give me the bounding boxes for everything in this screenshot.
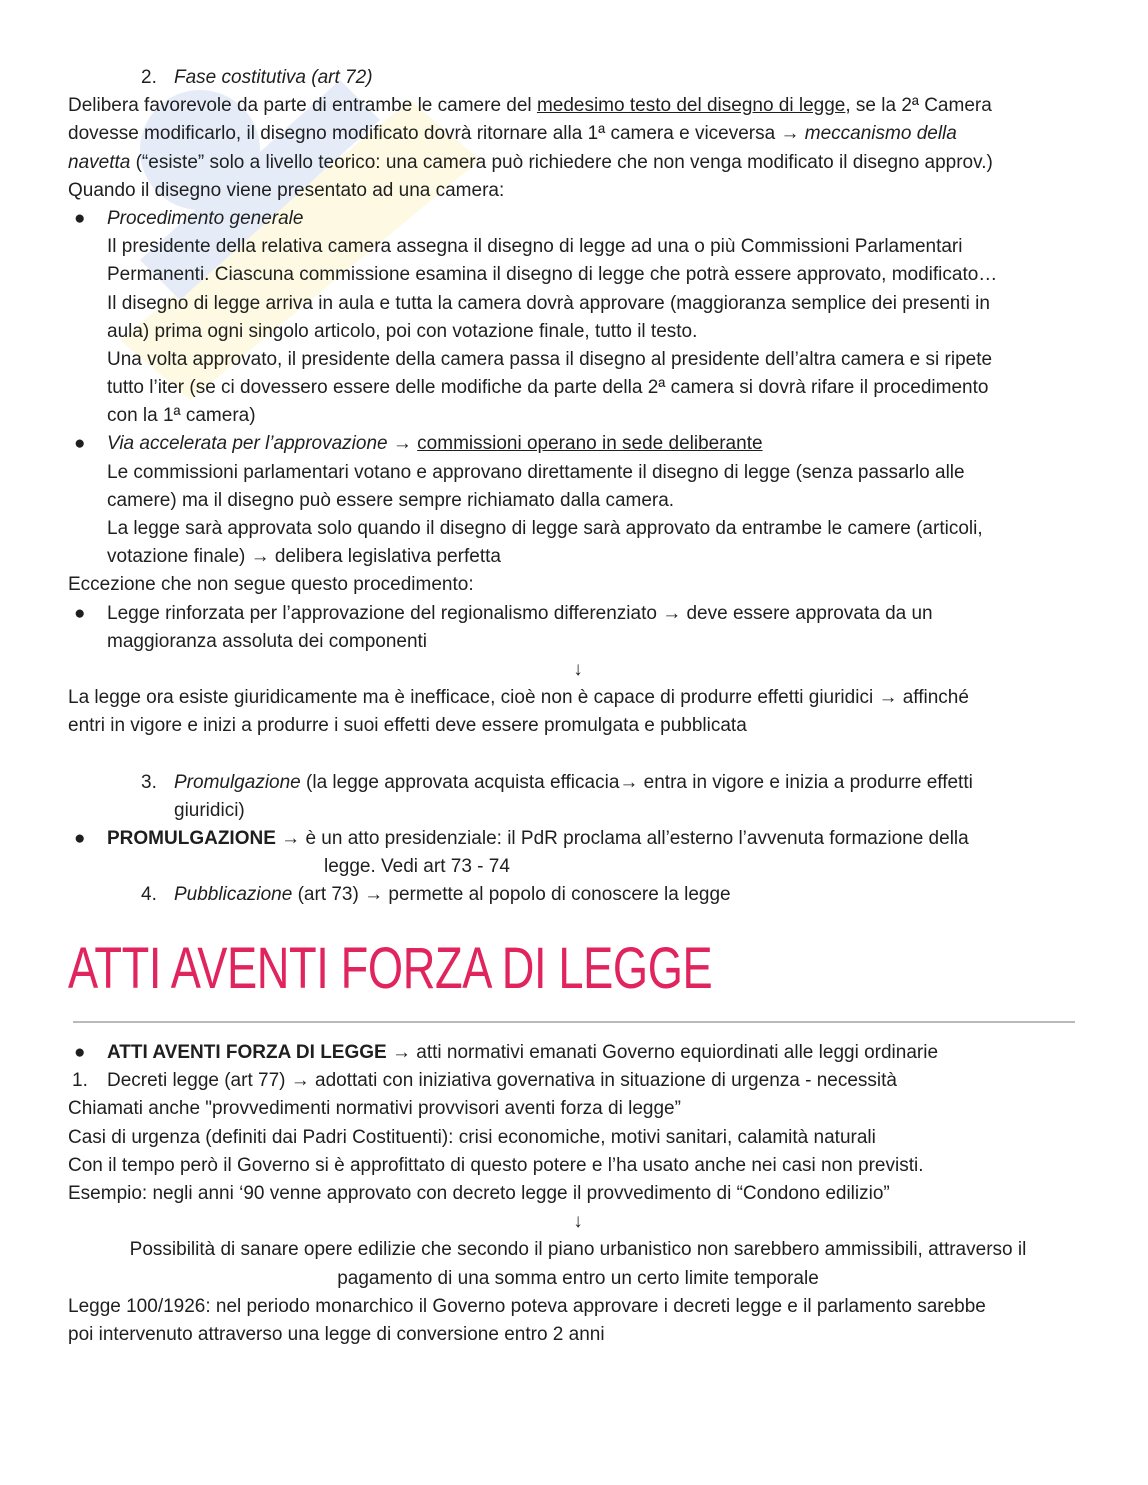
list-number: 3. — [141, 771, 157, 793]
bullet-atti-aventi-forza: ● ATTI AVENTI FORZA DI LEGGE → atti normativi emanati Governo equiordinati alle leggi ordinarie — [68, 1039, 1088, 1067]
numbered-item-decreti: 1. Decreti legge (art 77) → adottati con iniziativa governativa in situazione di urgenza - necessità — [68, 1067, 1088, 1095]
paragraph-line: Esempio: negli anni ‘90 venne approvato con decreto legge il provvedimento di “Condono edilizio” — [68, 1182, 890, 1204]
centered-line: Possibilità di sanare opere edilizie che secondo il piano urbanistico non sarebbero ammissibili, attraverso il — [129, 1239, 1027, 1261]
heading-text: Fase costitutiva (art 72) — [174, 67, 373, 88]
section-atti — [68, 1039, 1088, 1349]
spacer — [68, 741, 1088, 769]
bullet-body-line: votazione finale) → delibera legislativa perfetta — [107, 546, 501, 568]
bullet-body-line: maggioranza assoluta dei componenti — [107, 630, 428, 652]
paragraph-line: Delibera favorevole da parte di entrambe le camere del medesimo testo del disegno di legge, se la 2ª Camera — [68, 95, 992, 117]
centered-line: pagamento di una somma entro un certo limite temporale — [337, 1267, 819, 1289]
paragraph-line: La legge ora esiste giuridicamente ma è inefficace, cioè non è capace di produrre effetti giuridici → affinché — [68, 687, 969, 709]
underlined-text: medesimo testo del disegno di legge — [536, 95, 846, 117]
bullet-procedimento-generale: ● Procedimento generale — [68, 205, 1088, 233]
paragraph-line: dovesse modificarlo, il disegno modificato dovrà ritornare alla 1ª camera e viceversa → meccanismo della — [68, 123, 957, 145]
bullet-icon: ● — [74, 602, 86, 624]
paragraph-line: giuridici) — [174, 799, 245, 821]
phase-4-heading: 4. Pubblicazione (art 73) → permette al popolo di conoscere la legge — [68, 881, 1088, 909]
list-number: 2. — [141, 67, 157, 88]
bullet-icon: ● — [74, 1042, 86, 1063]
bullet-via-accelerata: ● Via accelerata per l’approvazione → commissioni operano in sede deliberante — [68, 430, 1088, 458]
list-number: 4. — [141, 884, 157, 906]
paragraph-line: poi intervenuto attraverso una legge di conversione entro 2 anni — [68, 1323, 605, 1345]
down-arrow-icon: ↓ — [573, 1211, 583, 1233]
underlined-text: commissioni operano in sede deliberante — [417, 433, 763, 455]
bullet-icon: ● — [74, 433, 86, 455]
paragraph-line: Con il tempo però il Governo si è approfittato di questo potere e l’ha usato anche nei casi non previsti. — [68, 1154, 924, 1176]
paragraph-line: navetta (“esiste” solo a livello teorico: una camera può richiedere che non venga modificato il disegno approv.) — [68, 151, 993, 173]
horizontal-divider — [73, 1021, 1075, 1023]
phase-2-heading — [68, 64, 1088, 92]
phase-3-heading: 3. Promulgazione (la legge approvata acquista efficacia→ entra in vigore e inizia a produrre effetti — [68, 769, 1088, 797]
paragraph-line: Eccezione che non segue questo procedimento: — [68, 574, 474, 596]
bullet-legge-rinforzata: ● Legge rinforzata per l’approvazione del regionalismo differenziato → deve essere approvata da un — [68, 600, 1088, 628]
bullet-body-line: Permanenti. Ciascuna commissione esamina il disegno di legge che potrà essere approvato, modificato… — [107, 264, 998, 286]
bullet-body-line: Una volta approvato, il presidente della camera passa il disegno al presidente dell’altra camera e si ripete — [107, 348, 993, 370]
bullet-body-line: Le commissioni parlamentari votano e approvano direttamente il disegno di legge (senza passarlo alle — [107, 461, 965, 483]
bullet-icon: ● — [74, 828, 86, 850]
bullet-body-line: aula) prima ogni singolo articolo, poi con votazione finale, tutto il testo. — [107, 320, 698, 342]
down-arrow-icon: ↓ — [573, 658, 583, 680]
bullet-body-line: legge. Vedi art 73 - 74 — [324, 856, 510, 878]
bullet-promulgazione: ● PROMULGAZIONE → è un atto presidenziale: il PdR proclama all’esterno l’avvenuta formazione della — [68, 825, 1088, 853]
paragraph-line: Legge 100/1926: nel periodo monarchico il Governo poteva approvare i decreti legge e il parlamento sarebbe — [68, 1295, 986, 1317]
paragraph-line: Casi di urgenza (definiti dai Padri Costituenti): crisi economiche, motivi sanitari, calamità naturali — [68, 1126, 876, 1148]
bullet-body-line: con la 1ª camera) — [107, 405, 256, 427]
paragraph-line: entri in vigore e inizi a produrre i suoi effetti deve essere promulgata e pubblicata — [68, 715, 747, 737]
paragraph-line: Quando il disegno viene presentato ad una camera: — [68, 179, 505, 201]
bullet-body-line: La legge sarà approvata solo quando il disegno di legge sarà approvato da entrambe le camere (articoli, — [107, 518, 983, 539]
list-number: 1. — [72, 1070, 88, 1092]
section-heading: ATTI AVENTI FORZA DI LEGGE — [68, 936, 713, 1001]
paragraph-line: Chiamati anche "provvedimenti normativi provvisori aventi forza di legge” — [68, 1098, 681, 1120]
bullet-body-line: camere) ma il disegno può essere sempre richiamato dalla camera. — [107, 489, 675, 511]
section-phases — [68, 64, 1088, 910]
bullet-body-line: Il disegno di legge arriva in aula e tutta la camera dovrà approvare (maggioranza semplice dei presenti in — [107, 292, 990, 314]
bullet-icon: ● — [74, 207, 86, 229]
bullet-body-line: Il presidente della relativa camera assegna il disegno di legge ad una o più Commissioni Parlamentari — [107, 236, 963, 258]
bullet-body-line: tutto l’iter (se ci dovessero essere delle modifiche da parte della 2ª camera si dovrà rifare il procedimento — [107, 377, 989, 399]
